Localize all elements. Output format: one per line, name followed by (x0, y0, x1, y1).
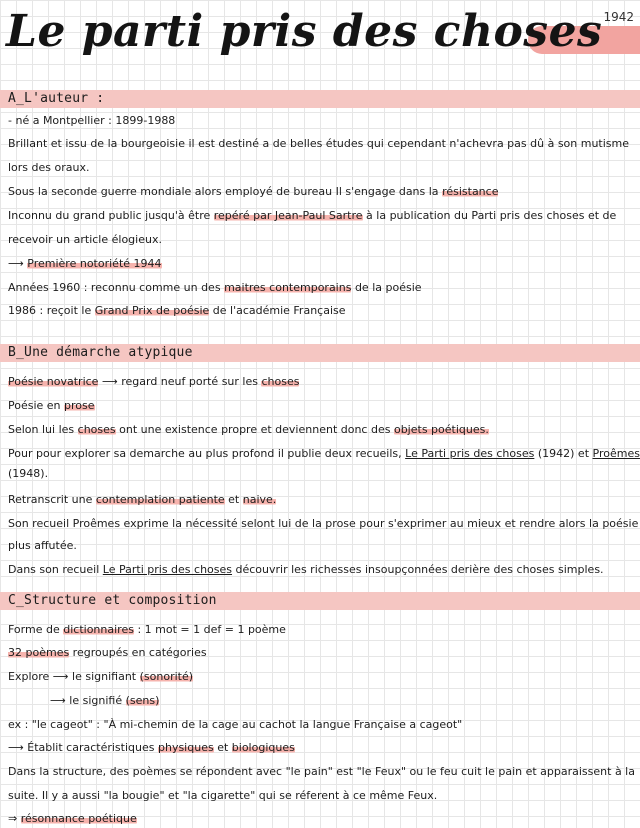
text-line: Sous la seconde guerre mondiale alors employé de bureau Il s'engage dans la résistance (8, 185, 499, 198)
text-line: lors des oraux. (8, 161, 90, 174)
page-title: Le parti pris des choses (6, 6, 603, 57)
highlight: contemplation patiente (95, 493, 225, 506)
highlight: résonnance poétique (20, 812, 137, 825)
highlight: choses (261, 375, 300, 388)
section-heading-demarche (0, 344, 640, 362)
highlight: résistance (442, 185, 499, 198)
highlight: repéré par Jean-Paul Sartre (213, 209, 363, 222)
text-line: ex : "le cageot" : "À mi-chemin de la cage au cachot la langue Française a cageot" (8, 718, 463, 731)
highlight: choses (77, 423, 116, 436)
text-line: Selon lui les choses ont une existence propre et deviennent donc des objets poétiques. (8, 423, 489, 436)
highlight: (sens) (125, 694, 160, 707)
text-line: - né a Montpellier : 1899-1988 (8, 114, 176, 127)
highlight: prose (64, 399, 95, 412)
book-title: Le Parti pris des choses (102, 563, 233, 576)
section-heading-text: A_L'auteur : (8, 91, 105, 106)
text-line: Pour pour explorer sa demarche au plus profond il publie deux recueils, Le Parti pris des choses (1942) et Proêmes (8, 447, 640, 460)
text-line: ⟶ le signifié (sens) (50, 694, 160, 707)
highlight: Poésie novatrice (8, 375, 99, 388)
text-line: Brillant et issu de la bourgeoisie il est destiné a de belles études qui cependant n'achevra pas dû à son mutisme (8, 137, 630, 150)
text-line: Poésie en prose (8, 399, 95, 412)
highlight: 32 poèmes (8, 646, 70, 659)
text-line: suite. Il y a aussi "la bougie" et "la cigarette" qui se réferent à ce même Feux. (8, 789, 438, 802)
text-line: Inconnu du grand public jusqu'à être repéré par Jean-Paul Sartre à la publication du Parti pris des choses et de (8, 209, 617, 222)
highlight: naive. (242, 493, 277, 506)
section-heading-text: C_Structure et composition (8, 593, 217, 608)
highlight: physiques (157, 741, 214, 754)
section-heading-auteur (0, 90, 640, 108)
highlight: Grand Prix de poésie (94, 304, 210, 317)
section-heading-structure (0, 592, 640, 610)
book-title: Le Parti pris des choses (405, 447, 535, 460)
highlight: Première notoriété 1944 (27, 257, 162, 270)
highlight: maitres contemporains (224, 281, 352, 294)
text-line: recevoir un article élogieux. (8, 233, 162, 246)
text-line: ⟶ Établit caractéristiques physiques et biologiques (8, 741, 295, 754)
text-line: ⇒ résonnance poétique (8, 812, 137, 825)
text-line: 32 poèmes regroupés en catégories (8, 646, 207, 659)
text-line: Dans la structure, des poèmes se répondent avec "le pain" est "le Feux" ou le feu cuit le pain et apparaissent à la (8, 765, 635, 778)
text-line: plus affutée. (8, 539, 77, 552)
highlight: dictionnaires (63, 623, 134, 636)
text-line: Poésie novatrice ⟶ regard neuf porté sur les choses (8, 375, 300, 388)
highlight: (sonorité) (139, 670, 194, 683)
text-line: Dans son recueil Le Parti pris des choses découvrir les richesses insoupçonnées derière des choses simples. (8, 563, 604, 576)
text-line: (1948). (8, 467, 49, 480)
highlight: biologiques (231, 741, 295, 754)
text-line: 1986 : reçoit le Grand Prix de poésie de l'académie Française (8, 304, 346, 317)
book-title: Proêmes (592, 447, 640, 460)
text-line: Retranscrit une contemplation patiente et naive. (8, 493, 277, 506)
text-line: ⟶ Première notoriété 1944 (8, 257, 162, 270)
text-line: Forme de dictionnaires : 1 mot = 1 def = 1 poème (8, 623, 286, 636)
title-area (0, 0, 640, 80)
section-heading-text: B_Une démarche atypique (8, 345, 193, 360)
text-line: Son recueil Proêmes exprime la nécessité selont lui de la prose pour s'exprimer au mieux et rendre alors la poésie (8, 517, 639, 530)
text-line: Années 1960 : reconnu comme un des maitres contemporains de la poésie (8, 281, 422, 294)
year-label: 1942 (603, 10, 634, 24)
highlight: objets poétiques. (393, 423, 489, 436)
text-line: Explore ⟶ le signifiant (sonorité) (8, 670, 194, 683)
